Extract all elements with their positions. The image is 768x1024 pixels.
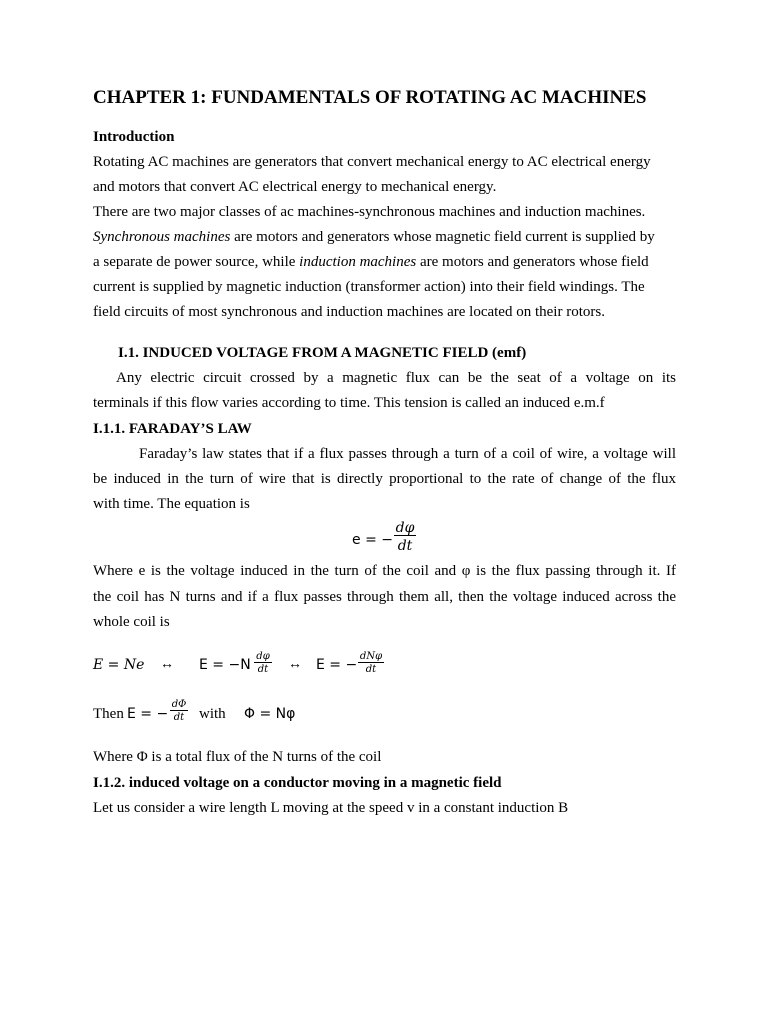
then-label: Then xyxy=(93,706,124,722)
intro-heading: Introduction xyxy=(93,129,175,145)
intro-line-6: current is supplied by magnetic induction (transformer action) into their field windings. The xyxy=(93,279,645,295)
equation-e-ne: E = Ne xyxy=(93,657,145,673)
intro-line-5-b: are motors and generators whose field xyxy=(416,254,649,270)
section-1-2-line-1: Let us consider a wire length L moving at the speed v in a constant induction B xyxy=(93,800,569,816)
equation-e-flux-numerator: dΦ xyxy=(171,699,187,710)
equation-e-denominator: dt xyxy=(397,538,413,554)
fraction-bar xyxy=(254,662,272,663)
equivalence-arrow-1: ↔ xyxy=(160,657,174,672)
equation-e-minus-dn-denominator: dt xyxy=(365,664,377,675)
chapter-title: CHAPTER 1: FUNDAMENTALS OF ROTATING AC MACHINES xyxy=(93,87,647,108)
total-flux-line: Where Φ is a total flux of the N turns of the coil xyxy=(93,749,382,765)
equation-e-minus-n-numerator: dφ xyxy=(256,651,270,662)
where-line-3: whole coil is xyxy=(93,614,170,630)
equation-e-flux-fraction xyxy=(170,700,188,723)
intro-line-5-a: a separate de power source, while xyxy=(93,254,300,270)
intro-line-4-rest: are motors and generators whose magnetic field current is supplied by xyxy=(230,229,655,245)
intro-line-1: Rotating AC machines are generators that convert mechanical energy to AC electrical energy xyxy=(93,154,651,170)
equation-total-flux: Φ = Nφ xyxy=(244,706,296,722)
equation-e-minus-dn-fraction xyxy=(358,652,384,675)
where-line-1: Where e is the voltage induced in the turn of the coil and φ is the flux passing through it. If xyxy=(93,563,676,579)
section-1-line-2: terminals if this flow varies according to time. This tension is called an induced e.m.f xyxy=(93,395,605,411)
fraction-bar xyxy=(170,710,188,711)
section-1-2-heading: I.1.2. induced voltage on a conductor moving in a magnetic field xyxy=(93,775,502,791)
with-label: with xyxy=(199,706,226,722)
equivalence-arrow-2: ↔ xyxy=(288,657,302,672)
induction-machines-term: induction machines xyxy=(299,254,417,270)
equation-e-minus-n: E = −N xyxy=(199,657,251,673)
intro-line-2: and motors that convert AC electrical energy to mechanical energy. xyxy=(93,179,497,195)
equation-e-minus-n-denominator: dt xyxy=(257,664,269,675)
faraday-line-2: be induced in the turn of wire that is directly proportional to the rate of change of the flux xyxy=(93,471,676,487)
intro-line-3: There are two major classes of ac machines-synchronous machines and induction machines. xyxy=(93,204,646,220)
equation-e-minus-dn-numerator: dNφ xyxy=(359,651,383,662)
intro-line-5 xyxy=(93,255,649,270)
faraday-line-1: Faraday’s law states that if a flux passes through a turn of a coil of wire, a voltage will xyxy=(139,446,676,462)
equation-e-flux-denominator: dt xyxy=(173,712,185,723)
equation-e-lhs: e = − xyxy=(352,532,393,548)
section-1-line-1: Any electric circuit crossed by a magnetic flux can be the seat of a voltage on its xyxy=(116,370,676,386)
equation-e-fraction xyxy=(394,521,416,553)
faraday-line-3: with time. The equation is xyxy=(93,496,250,512)
equation-e-minus-dn: E = − xyxy=(316,657,358,673)
equation-e-flux-lhs: E = − xyxy=(127,706,169,722)
section-1-heading: I.1. INDUCED VOLTAGE FROM A MAGNETIC FIELD (emf) xyxy=(118,345,527,361)
fraction-bar xyxy=(358,662,384,663)
synchronous-machines-term: Synchronous machines xyxy=(93,229,231,245)
intro-line-4 xyxy=(93,230,655,245)
intro-line-7: field circuits of most synchronous and induction machines are located on their rotors. xyxy=(93,304,605,320)
section-1-1-heading: I.1.1. FARADAY’S LAW xyxy=(93,421,252,437)
equation-e-numerator: dφ xyxy=(395,520,415,536)
equation-e-minus-n-fraction xyxy=(254,652,272,675)
where-line-2: the coil has N turns and if a flux passes through them all, then the voltage induced across the xyxy=(93,589,676,605)
